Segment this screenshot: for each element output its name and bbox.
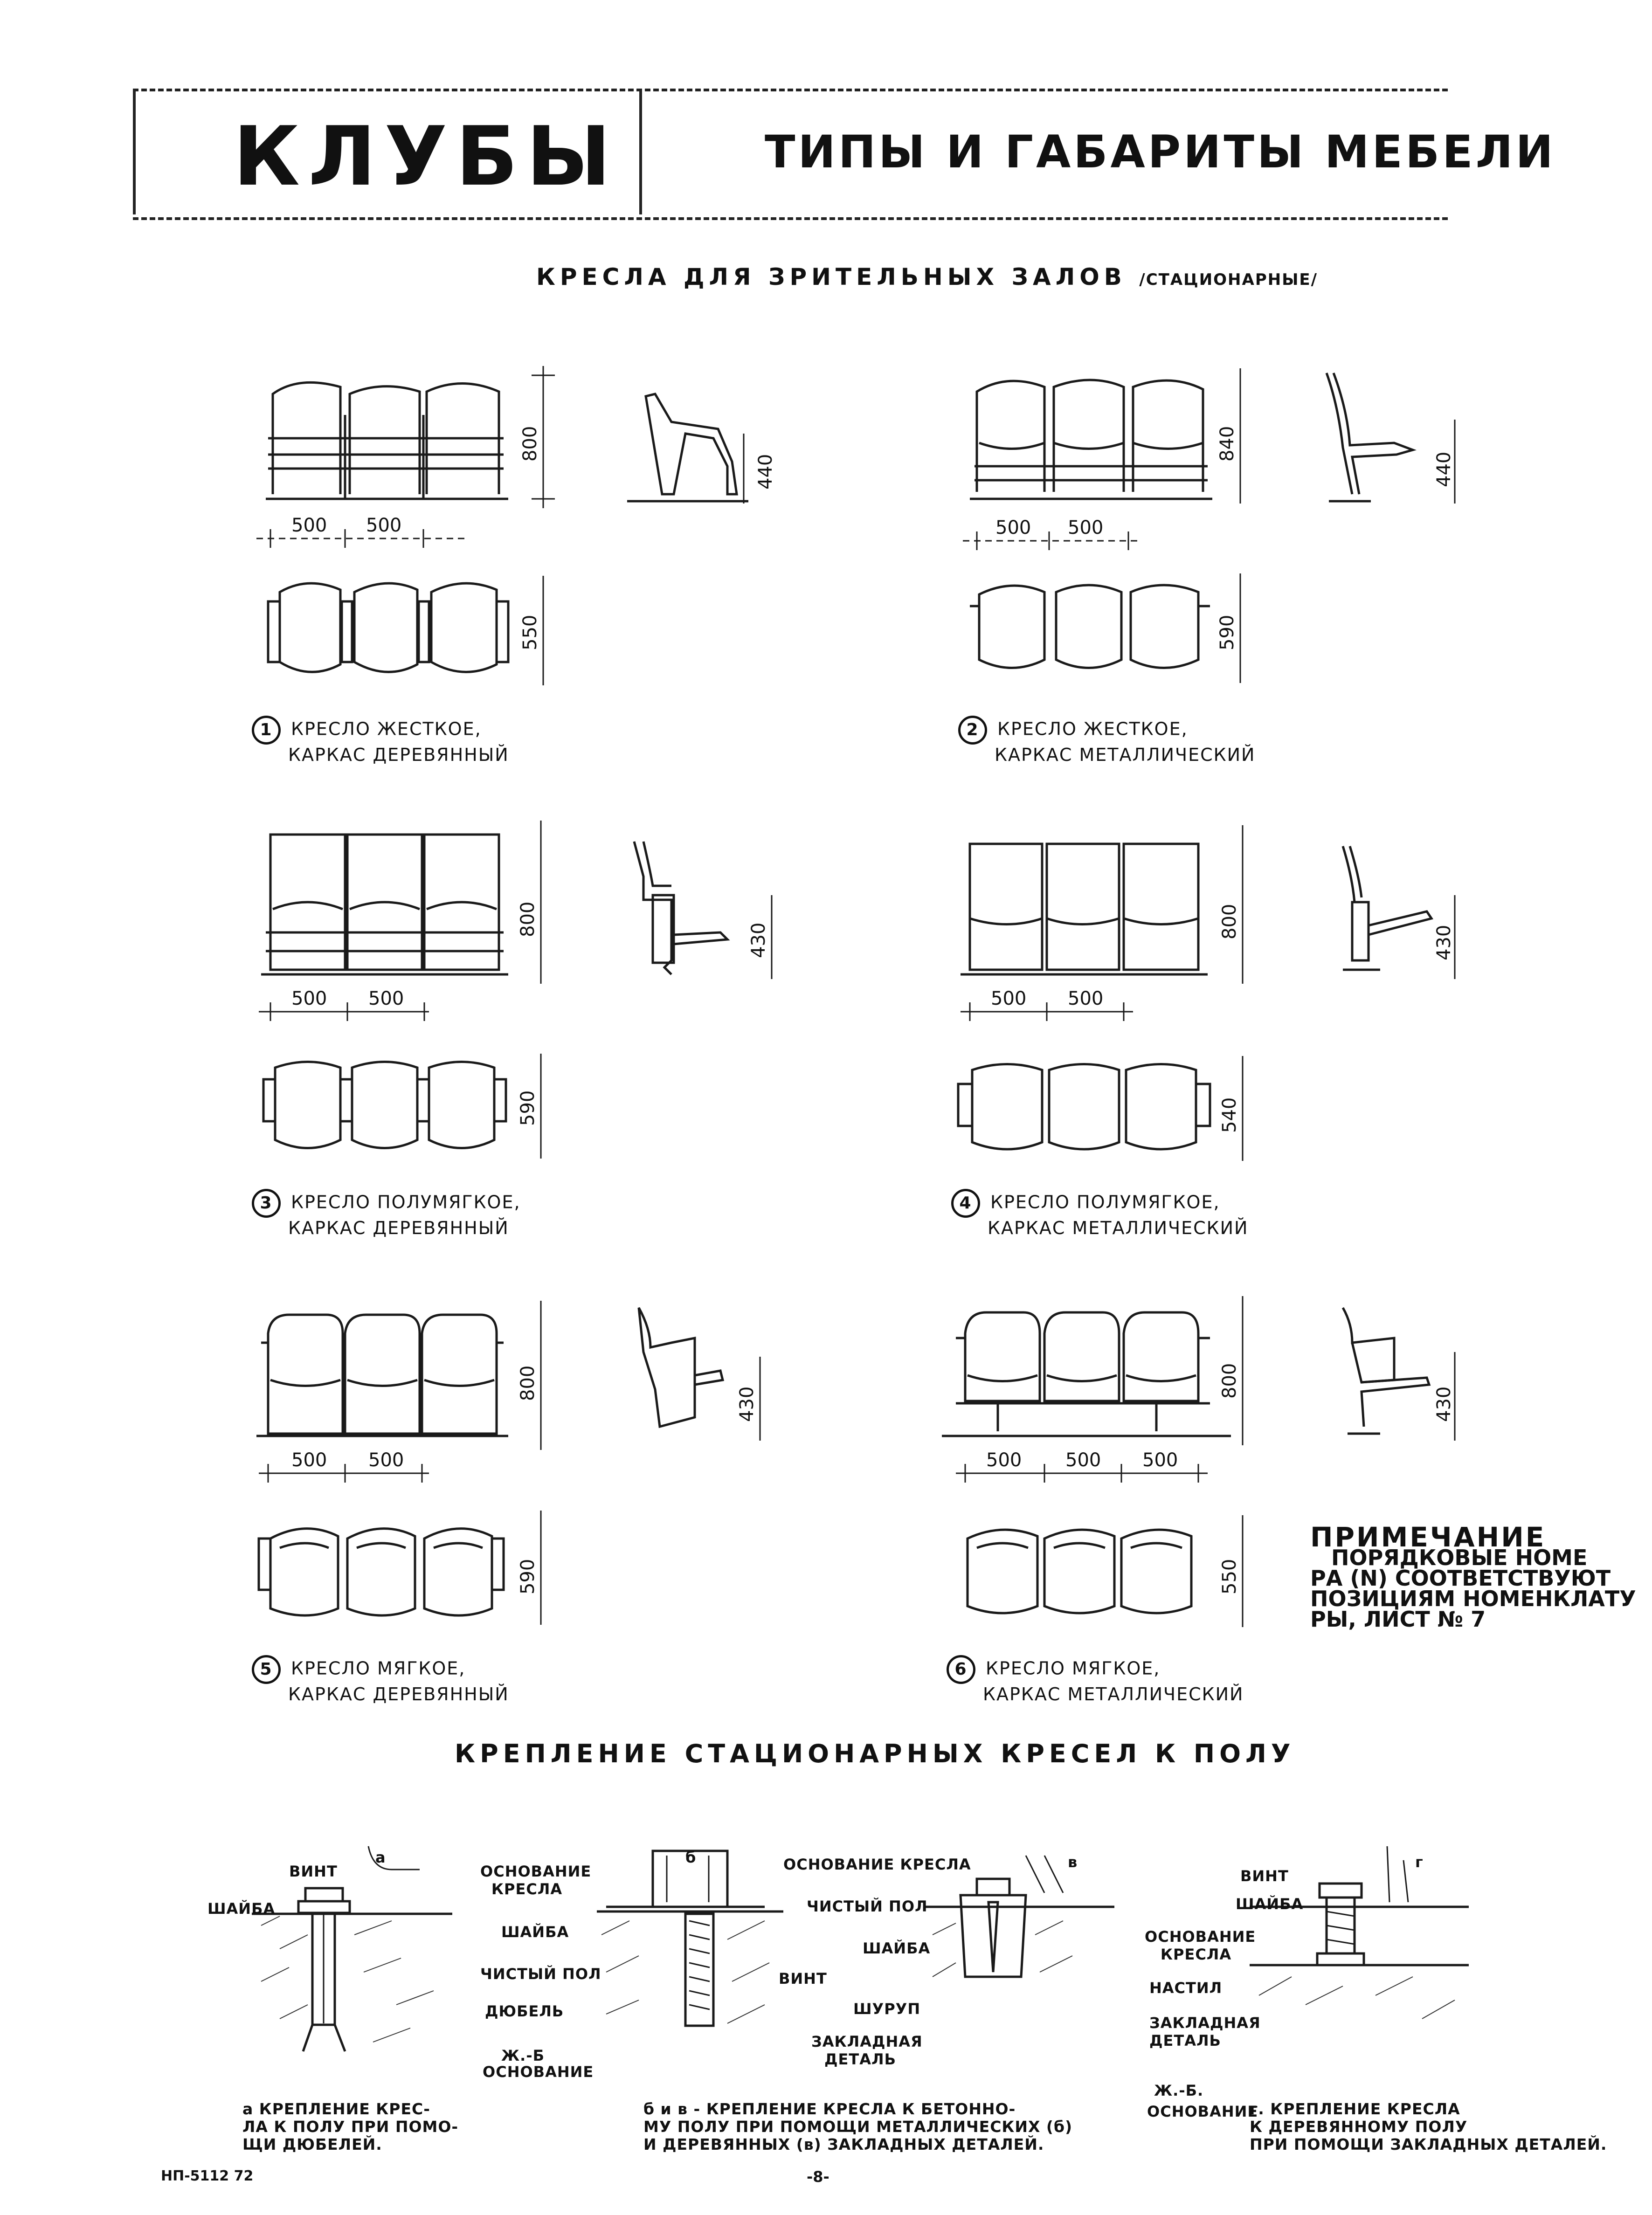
page-title: КЛУБЫ [233,110,620,204]
detail-b-letter: б [685,1849,697,1866]
chair-2-front-view [963,368,1240,550]
chair-2-number: 2 [958,716,987,745]
chair-2-side-view [1327,373,1455,504]
caption-g-line-2: К ДЕРЕВЯННОМУ ПОЛУ [1250,2118,1468,2136]
chair-3-depth-label: 590 [517,1090,539,1126]
note-heading: ПРИМЕЧАНИЕ [1310,1521,1546,1553]
chair-5-plan-view [259,1511,541,1625]
label-vint-g: ВИНТ [1240,1867,1289,1885]
chair-6-line1: КРЕСЛО МЯГКОЕ, [986,1658,1161,1679]
chair-5-depth-label: 590 [517,1559,539,1594]
chair-5-front-view [256,1301,541,1483]
note-line-2: РА (N) СООТВЕТСТВУЮТ [1310,1566,1611,1591]
label-osnovanie-a: ОСНОВАНИЕ [483,2063,594,2081]
caption-g-line-1: г. КРЕПЛЕНИЕ КРЕСЛА [1250,2100,1460,2118]
label-osnovanie-kresla-g: ОСНОВАНИЕ КРЕСЛА [1145,1928,1256,1963]
chair-5-width-label-a: 500 [291,1449,327,1471]
note-line-1: ПОРЯДКОВЫЕ НОМЕ [1331,1545,1588,1570]
chair-1-plan-view [268,576,543,685]
caption-a [242,2100,458,2153]
mount-detail-v [923,1856,1114,1977]
caption-bv [643,2100,1072,2153]
section-mount-title: КРЕПЛЕНИЕ СТАЦИОНАРНЫХ КРЕСЕЛ К ПОЛУ [455,1739,1295,1768]
chair-1-number: 1 [252,716,281,745]
chair-5-caption [252,1655,509,1704]
label-shaiba-a: ШАЙБА [207,1900,276,1918]
caption-g-line-3: ПРИ ПОМОЩИ ЗАКЛАДНЫХ ДЕТАЛЕЙ. [1250,2135,1607,2153]
chair-4-caption [951,1189,1248,1238]
chair-4-side-view [1343,846,1455,979]
chair-2-width-label-b: 500 [1068,517,1104,538]
label-chisty-pol-a: ЧИСТЫЙ ПОЛ [480,1965,601,1983]
footer-code: НП-5112 72 [161,2168,254,2184]
chair-3-front-view [259,821,541,1021]
label-vint-b: ВИНТ [779,1970,827,1987]
chair-4-plan-view [958,1056,1243,1161]
page-subtitle: ТИПЫ И ГАБАРИТЫ МЕБЕЛИ [765,126,1556,178]
chair-4-line2: КАРКАС МЕТАЛЛИЧЕСКИЙ [988,1218,1249,1238]
detail-g-letter: г [1415,1853,1424,1871]
chair-2-caption [958,716,1255,765]
chair-4-number: 4 [951,1189,980,1218]
chair-3-height-label: 800 [517,901,539,937]
label-zakladnaya-g: ЗАКЛАДНАЯ ДЕТАЛЬ [1149,2014,1261,2049]
label-dyubel: ДЮБЕЛЬ [485,2002,564,2020]
chair-6-caption [947,1655,1244,1704]
chair-3-caption [252,1189,521,1238]
chair-6-number: 6 [947,1655,975,1684]
chair-4-width-label-b: 500 [1068,988,1104,1009]
chair-5-line1: КРЕСЛО МЯГКОЕ, [291,1658,466,1679]
label-osnovanie-kresla-a: ОСНОВАНИЕ КРЕСЛА [480,1863,592,1898]
caption-a-line-2: ЛА К ПОЛУ ПРИ ПОМО- [242,2118,459,2136]
chair-1-height-label: 800 [519,426,541,462]
label-chisty-pol-b: ЧИСТЫЙ ПОЛ [807,1898,928,1915]
footer-page-number: -8- [807,2168,829,2186]
chair-4-side-height-label: 430 [1433,925,1455,960]
chair-6-side-height-label: 430 [1433,1386,1455,1422]
label-zhb-a: Ж.-Б [501,2047,545,2064]
detail-a-letter: а [375,1849,386,1866]
section-chairs-qualifier: /СТАЦИОНАРНЫЕ/ [1139,270,1318,289]
mount-detail-a [252,1846,452,2051]
chair-6-width-label-a: 500 [986,1449,1022,1471]
chair-3-line2: КАРКАС ДЕРЕВЯННЫЙ [288,1218,509,1238]
label-zhb-g: Ж.-Б. [1154,2082,1204,2099]
chair-3-width-label-a: 500 [291,988,327,1009]
chair-6-plan-view [968,1515,1243,1627]
label-shaiba-b: ШАЙБА [501,1923,569,1941]
chair-4-line1: КРЕСЛО ПОЛУМЯГКОЕ, [990,1192,1220,1213]
chair-2-line2: КАРКАС МЕТАЛЛИЧЕСКИЙ [995,745,1256,765]
mount-detail-b [597,1851,783,2026]
chair-2-width-label-a: 500 [995,517,1031,538]
chair-6-side-view [1343,1308,1455,1441]
label-zakladnaya-b: ЗАКЛАДНАЯ ДЕТАЛЬ [811,2033,923,2068]
chair-3-line1: КРЕСЛО ПОЛУМЯГКОЕ, [291,1192,521,1213]
chair-6-width-label-c: 500 [1142,1449,1178,1471]
chair-1-line1: КРЕСЛО ЖЕСТКОЕ, [291,718,482,739]
chair-1-width-label-b: 500 [366,515,402,536]
chair-6-width-label-b: 500 [1065,1449,1101,1471]
chair-5-height-label: 800 [517,1365,539,1401]
detail-v-letter: в [1068,1853,1078,1871]
caption-bv-line-3: И ДЕРЕВЯННЫХ (в) ЗАКЛАДНЫХ ДЕТАЛЕЙ. [643,2135,1044,2153]
label-shaiba-g: ШАЙБА [1236,1895,1304,1913]
label-osnovanie-g: ОСНОВАНИЕ [1147,2103,1258,2120]
chair-5-line2: КАРКАС ДЕРЕВЯННЫЙ [288,1684,509,1704]
caption-a-line-3: ЩИ ДЮБЕЛЕЙ. [242,2135,382,2153]
chair-2-side-height-label: 440 [1433,451,1455,487]
label-osnovanie-kresla-b: ОСНОВАНИЕ КРЕСЛА [783,1856,971,1873]
chair-5-width-label-b: 500 [368,1449,404,1471]
chair-6-depth-label: 550 [1219,1559,1240,1594]
section-chairs-title-text: КРЕСЛА ДЛЯ ЗРИТЕЛЬНЫХ ЗАЛОВ [536,263,1127,290]
chair-5-side-height-label: 430 [736,1386,758,1422]
chair-1-caption [252,716,509,765]
chair-3-number: 3 [252,1189,281,1218]
chair-6-front-view [942,1296,1243,1483]
chair-3-side-height-label: 430 [748,922,769,958]
note-line-4: РЫ, ЛИСТ № 7 [1310,1607,1486,1632]
chair-4-depth-label: 540 [1219,1097,1240,1133]
chair-1-front-view [256,366,555,548]
chair-2-line1: КРЕСЛО ЖЕСТКОЕ, [997,718,1188,739]
note-block [1310,1521,1636,1632]
caption-bv-line-2: МУ ПОЛУ ПРИ ПОМОЩИ МЕТАЛЛИЧЕСКИХ (б) [643,2118,1073,2136]
chair-4-width-label-a: 500 [991,988,1027,1009]
label-shurup: ШУРУП [853,2000,921,2018]
chair-4-height-label: 800 [1219,904,1240,939]
chair-1-side-view [627,394,776,504]
chair-2-height-label: 840 [1217,426,1238,462]
caption-g [1250,2100,1607,2153]
label-nastil: НАСТИЛ [1149,1979,1223,1997]
label-shaiba-c: ШАЙБА [863,1939,931,1957]
caption-bv-line-1: б и в - КРЕПЛЕНИЕ КРЕСЛА К БЕТОННО- [643,2100,1016,2118]
note-line-3: ПОЗИЦИЯМ НОМЕНКЛАТУ [1310,1586,1636,1611]
chair-3-plan-view [263,1054,541,1159]
chair-6-line2: КАРКАС МЕТАЛЛИЧЕСКИЙ [983,1684,1244,1704]
chair-6-height-label: 800 [1219,1363,1240,1399]
caption-a-line-1: а КРЕПЛЕНИЕ КРЕС- [242,2100,430,2118]
chair-1-depth-label: 550 [519,614,541,650]
chair-5-side-view [639,1308,760,1441]
chair-3-width-label-b: 500 [368,988,404,1009]
label-vint-a: ВИНТ [289,1863,338,1880]
chair-2-plan-view [970,573,1240,683]
chair-5-number: 5 [252,1655,281,1684]
chair-1-width-label-a: 500 [291,515,327,536]
chair-3-side-view [634,842,772,979]
chair-4-front-view [961,825,1243,1021]
chair-1-line2: КАРКАС ДЕРЕВЯННЫЙ [288,745,509,765]
chair-2-depth-label: 590 [1217,614,1238,650]
chair-1-side-height-label: 440 [755,454,776,490]
